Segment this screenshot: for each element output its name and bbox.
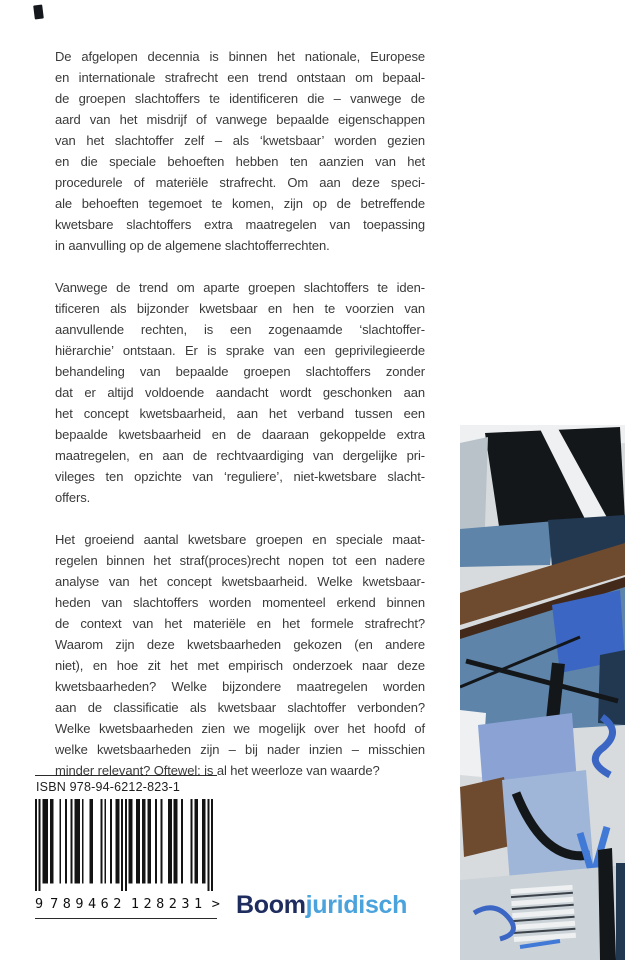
text-line: Vanwege de trend om aparte groepen slachtoffers te iden- [55, 280, 425, 295]
barcode-bar [170, 799, 172, 883]
isbn-barcode [35, 799, 213, 891]
text-line: en internationale strafrecht een trend ontstaan om bepaal- [55, 70, 425, 85]
text-line: tificeren als bijzonder kwetsbaar en hen te voorzien van [55, 301, 425, 316]
text-line: Het groeiend aantal kwetsbare groepen en speciale maat- [55, 532, 425, 547]
text-line: De afgelopen decennia is binnen het nationale, Europese [55, 49, 425, 64]
text-line: heden van slachtoffers worden momenteel erkend binnen [55, 595, 425, 610]
text-line: maatregelen, en aan de rechtvaardiging van dergelijke pri- [55, 448, 425, 463]
text-line: aanvullende rechten, is een zogenaamde ‘slachtoffer- [55, 322, 425, 337]
barcode-bar [176, 799, 178, 883]
barcode-bar [44, 799, 46, 883]
barcode-bar [138, 799, 140, 883]
print-mark [33, 5, 44, 20]
barcode-digit-group2: 128231 [130, 896, 207, 912]
barcode-bar [125, 799, 127, 891]
barcode-bar [202, 799, 204, 883]
text-line: en die speciale behoeften hebben ten aanzien van het [55, 154, 425, 169]
barcode-bar [52, 799, 54, 883]
barcode-bar [174, 799, 176, 883]
barcode-bar [155, 799, 157, 883]
barcode-digit-group1: 789462 [50, 896, 126, 912]
artwork-navy-bar [616, 863, 625, 960]
barcode-bar [116, 799, 118, 883]
barcode-bar [39, 799, 41, 891]
text-line: procedurele of materiële strafrecht. Om aan deze speci- [55, 175, 425, 190]
text-line: van het slachtoffer zelf – als ‘kwetsbaar’ worden gezien [55, 133, 425, 148]
barcode-bar [149, 799, 151, 883]
barcode-bar [35, 799, 37, 891]
publisher-logo [236, 891, 407, 920]
barcode-bar [144, 799, 146, 883]
text-line: ale behoeften tegemoet te komen, zijn op de betreffende [55, 196, 425, 211]
artwork-lightblue-patch [502, 770, 594, 883]
barcode-bar [147, 799, 149, 883]
barcode-arrow: > [211, 896, 220, 912]
barcode-bar [117, 799, 119, 883]
artwork-steel-band [460, 521, 555, 567]
text-line: behandeling van bepaalde groepen slachtoffers zonder [55, 364, 425, 379]
barcode-bar [196, 799, 198, 883]
barcode-bar [142, 799, 144, 883]
barcode-bar [82, 799, 84, 883]
barcode-bar [194, 799, 196, 883]
barcode-bar [91, 799, 93, 883]
barcode-bar [59, 799, 61, 883]
text-line: kwetsbare slachtoffers extra maatregelen van toepassing [55, 217, 425, 232]
text-line: analyse van het concept kwetsbaarheid. Welke kwetsbaar- [55, 574, 425, 589]
publisher-name-primary: Boom [236, 891, 306, 919]
barcode-digit-lead: 9 [35, 896, 44, 912]
barcode-bar [71, 799, 73, 883]
text-line: in aanvulling op de algemene slachtofferrechten. [55, 238, 330, 253]
barcode-bar [42, 799, 44, 883]
barcode-bar [110, 799, 112, 883]
text-line: vileges ten opzichte van ‘reguliere’, niet-kwetsbare slacht- [55, 469, 425, 484]
cover-artwork [460, 425, 625, 960]
barcode-bar [136, 799, 138, 883]
barcode-bar [191, 799, 193, 883]
publisher-name-secondary: juridisch [305, 891, 408, 919]
barcode-bar [74, 799, 76, 883]
text-line: aan de classificatie als kwetsbaar slachtoffer verbonden? [55, 700, 425, 715]
barcode-bar [46, 799, 48, 883]
blurb-paragraph-3 [55, 529, 425, 781]
barcode-bar [207, 799, 209, 891]
barcode-bar [131, 799, 133, 883]
blurb-paragraph-1 [55, 46, 425, 256]
isbn-label: ISBN 978-94-6212-823-1 [36, 780, 181, 794]
text-line: de groepen slachtoffers te identificeren die – vanwege de [55, 91, 425, 106]
text-line: hiërarchie’ ontstaan. Er is sprake van een geprivilegieerde [55, 343, 425, 358]
barcode-bar [211, 799, 213, 891]
text-line: de context van het materiële en het formele strafrecht? [55, 616, 425, 631]
barcode-bar [50, 799, 52, 883]
barcode-bar [121, 799, 123, 891]
text-line: aard van het misdrijf of vanwege bepaalde eigenschappen [55, 112, 425, 127]
blurb-paragraph-2 [55, 277, 425, 508]
barcode-bar [161, 799, 163, 883]
barcode-bar [78, 799, 80, 883]
blurb-text [55, 46, 425, 781]
text-line: Welke kwetsbaarheden zien we mogelijk over het hoofd of [55, 721, 425, 736]
text-line: minder relevant? Oftewel: is al het weerloze van waarde? [55, 763, 380, 778]
barcode-bar [101, 799, 103, 883]
text-line: Waarom zijn deze kwetsbaarheden gekozen (en andere [55, 637, 425, 652]
barcode-bar [129, 799, 131, 883]
text-line: kwetsbaarheden? Welke bijzondere maatregelen worden [55, 679, 425, 694]
artwork-navy-patch [598, 650, 625, 725]
text-line: niet), en hoe zit het met empirisch onderzoek naar deze [55, 658, 425, 673]
text-line: bepaalde kwetsbaarheid en de daaraan gekoppelde extra [55, 427, 425, 442]
barcode-bar [104, 799, 106, 883]
text-line: regelen binnen het straf(proces)recht nopen tot een nadere [55, 553, 425, 568]
text-line: offers. [55, 490, 91, 505]
text-line: het concept kwetsbaarheid, aan het verband tussen een [55, 406, 425, 421]
barcode-bar [65, 799, 67, 883]
text-line: dat er altijd voldoende aandacht wordt geschonken aan [55, 385, 425, 400]
isbn-rule-bottom [35, 918, 217, 919]
isbn-block [35, 775, 220, 919]
barcode-bar [76, 799, 78, 883]
barcode-bar [89, 799, 91, 883]
text-line: welke kwetsbaarheden zijn – bij nader inzien – misschien [55, 742, 425, 757]
barcode-digits [35, 891, 220, 914]
barcode-bar [168, 799, 170, 883]
barcode-bar [181, 799, 183, 883]
barcode-bar [204, 799, 206, 883]
